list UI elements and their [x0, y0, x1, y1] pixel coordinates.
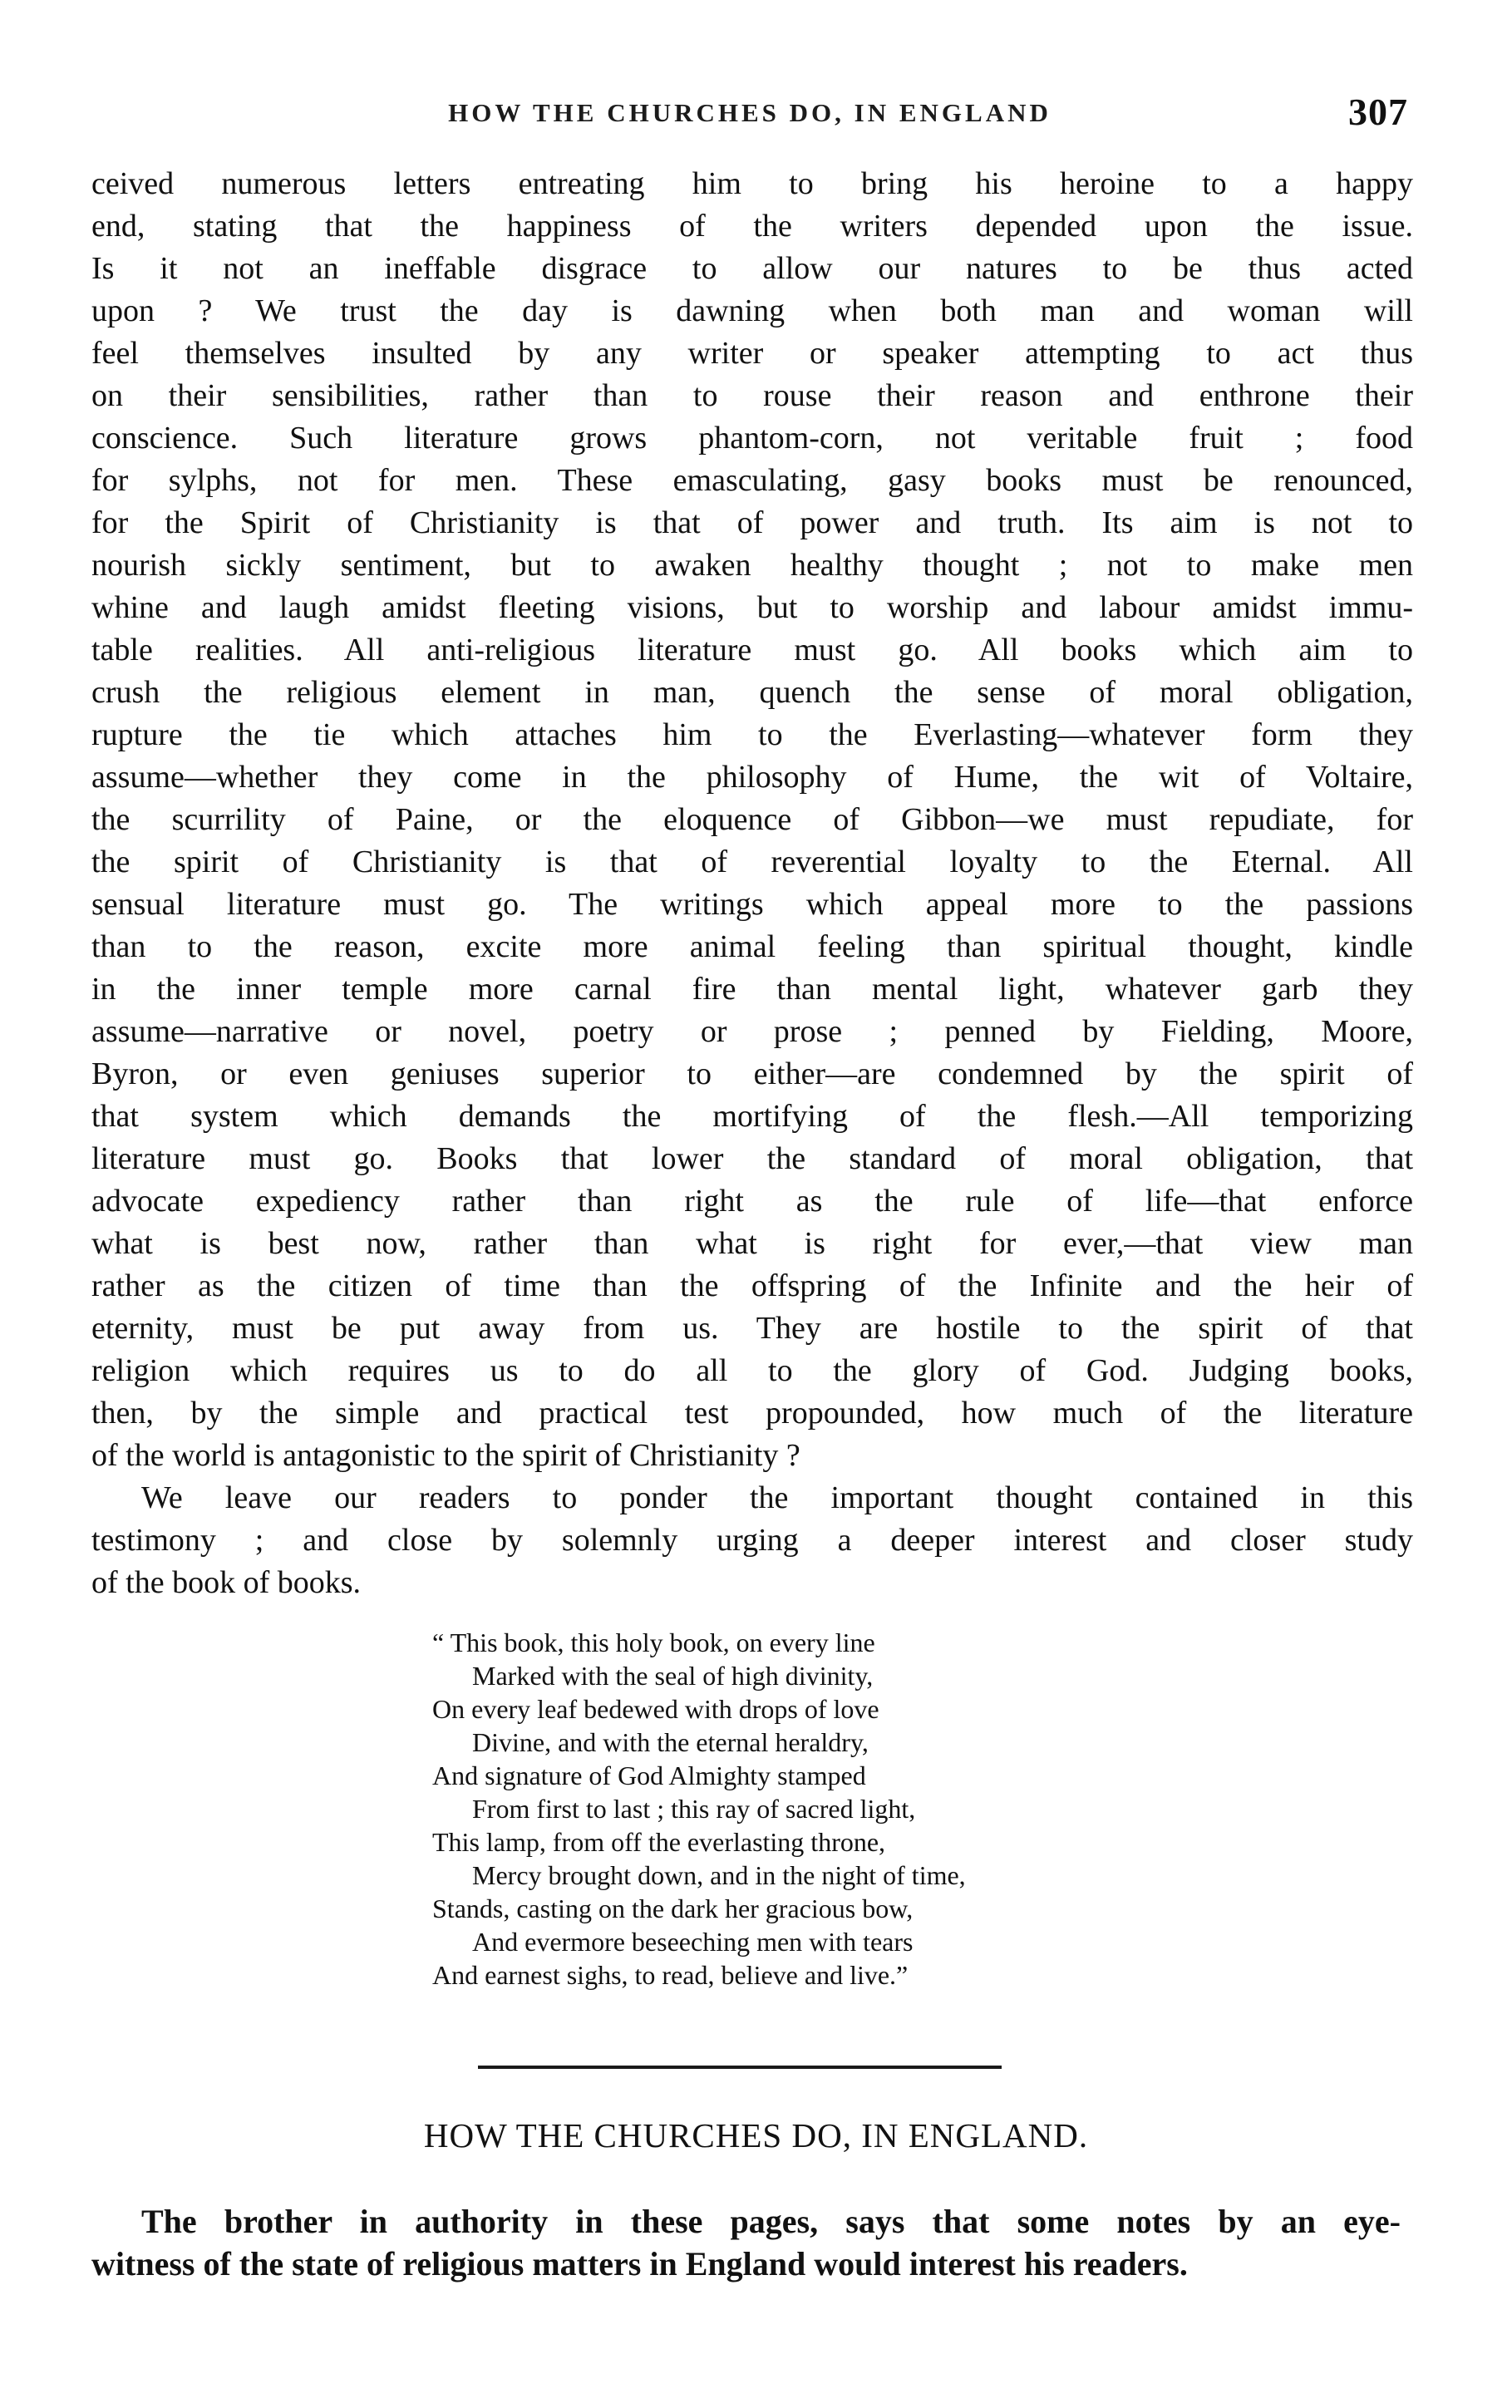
poem-line: And signature of God Almighty stamped	[432, 1760, 866, 1790]
text-line: sensual literature must go. The writings which appeal more to the passions	[91, 887, 1413, 922]
running-head	[91, 90, 1408, 140]
text-line: table realities. All anti-religious literature must go. All books which aim to	[91, 633, 1413, 667]
poem-line: Divine, and with the eternal heraldry,	[472, 1727, 869, 1757]
text-line: literature must go. Books that lower the standard of moral obligation, that	[91, 1141, 1413, 1176]
text-line: then, by the simple and practical test propounded, how much of the literature	[91, 1396, 1413, 1431]
text-line: ceived numerous letters entreating him to bring his heroine to a happy	[91, 166, 1413, 201]
text-line: rupture the tie which attaches him to the Everlasting—whatever form they	[91, 717, 1413, 752]
text-line: assume—narrative or novel, poetry or prose ; penned by Fielding, Moore,	[91, 1014, 1413, 1049]
text-line: conscience. Such literature grows phantom-corn, not veritable fruit ; food	[91, 421, 1413, 456]
text-line: eternity, must be put away from us. They are hostile to the spirit of that	[91, 1311, 1413, 1346]
text-line: of the book of books.	[91, 1565, 362, 1600]
text-line: nourish sickly sentiment, but to awaken healthy thought ; not to make men	[91, 548, 1413, 583]
text-line: religion which requires us to do all to the glory of God. Judging books,	[91, 1353, 1413, 1388]
text-line: Is it not an ineffable disgrace to allow our natures to be thus acted	[91, 251, 1413, 286]
text-line: We leave our readers to ponder the important thought contained in this	[141, 1480, 1413, 1515]
text-line: end, stating that the happiness of the writers depended upon the issue.	[91, 209, 1413, 244]
text-line: whine and laugh amidst fleeting visions, but to worship and labour amidst immu-	[91, 590, 1413, 625]
poem-line: From first to last ; this ray of sacred light,	[472, 1794, 916, 1824]
text-line: feel themselves insulted by any writer or speaker attempting to act thus	[91, 336, 1413, 371]
text-line: the spirit of Christianity is that of reverential loyalty to the Eternal. All	[91, 845, 1413, 879]
text-line: rather as the citizen of time than the offspring of the Infinite and the heir of	[91, 1268, 1413, 1303]
running-head-title: HOW THE CHURCHES DO, IN ENGLAND	[448, 98, 1052, 127]
section-intro-text	[91, 2200, 1401, 2285]
text-line: assume—whether they come in the philosophy of Hume, the wit of Voltaire,	[91, 760, 1413, 795]
text-line: what is best now, rather than what is right for ever,—that view man	[91, 1226, 1413, 1261]
text-line: Byron, or even geniuses superior to either—are condemned by the spirit of	[91, 1056, 1413, 1091]
text-line: on their sensibilities, rather than to rouse their reason and enthrone their	[91, 378, 1413, 413]
poem-line: Marked with the seal of high divinity,	[472, 1661, 874, 1691]
poem-line: Stands, casting on the dark her gracious bow,	[432, 1893, 914, 1923]
text-line: that system which demands the mortifying of the flesh.—All temporizing	[91, 1099, 1413, 1134]
text-line: testimony ; and close by solemnly urging a deeper interest and closer study	[91, 1523, 1413, 1558]
poem-line: And evermore beseeching men with tears	[472, 1927, 914, 1957]
poem-line: This lamp, from off the everlasting throne,	[432, 1827, 886, 1857]
poem-quotation	[432, 1626, 1205, 1992]
text-line: upon ? We trust the day is dawning when both man and woman will	[91, 293, 1413, 328]
poem-line: Mercy brought down, and in the night of time,	[472, 1860, 966, 1890]
poem-line: And earnest sighs, to read, believe and live.”	[432, 1960, 909, 1990]
poem-line: “ This book, this holy book, on every line	[432, 1627, 875, 1657]
text-line: of the world is antagonistic to the spirit of Christianity ?	[91, 1438, 800, 1473]
text-line: than to the reason, excite more animal feeling than spiritual thought, kindle	[91, 929, 1413, 964]
page-number: 307	[1348, 91, 1408, 133]
poem-line: On every leaf bedewed with drops of love	[432, 1694, 879, 1724]
text-line: for the Spirit of Christianity is that of power and truth. Its aim is not to	[91, 505, 1413, 540]
text-line: witness of the state of religious matters in England would interest his readers.	[91, 2245, 1188, 2282]
section-heading: HOW THE CHURCHES DO, IN ENGLAND.	[423, 2116, 1089, 2154]
text-line: in the inner temple more carnal fire than mental light, whatever garb they	[91, 972, 1413, 1007]
body-text	[91, 163, 1413, 1604]
text-line: for sylphs, not for men. These emasculating, gasy books must be renounced,	[91, 463, 1413, 498]
text-line: The brother in authority in these pages, says that some notes by an eye-	[141, 2203, 1401, 2240]
text-line: advocate expediency rather than right as the rule of life—that enforce	[91, 1184, 1413, 1219]
section-divider	[478, 2066, 1002, 2069]
text-line: crush the religious element in man, quench the sense of moral obligation,	[91, 675, 1413, 710]
text-line: the scurrility of Paine, or the eloquence of Gibbon—we must repudiate, for	[91, 802, 1413, 837]
